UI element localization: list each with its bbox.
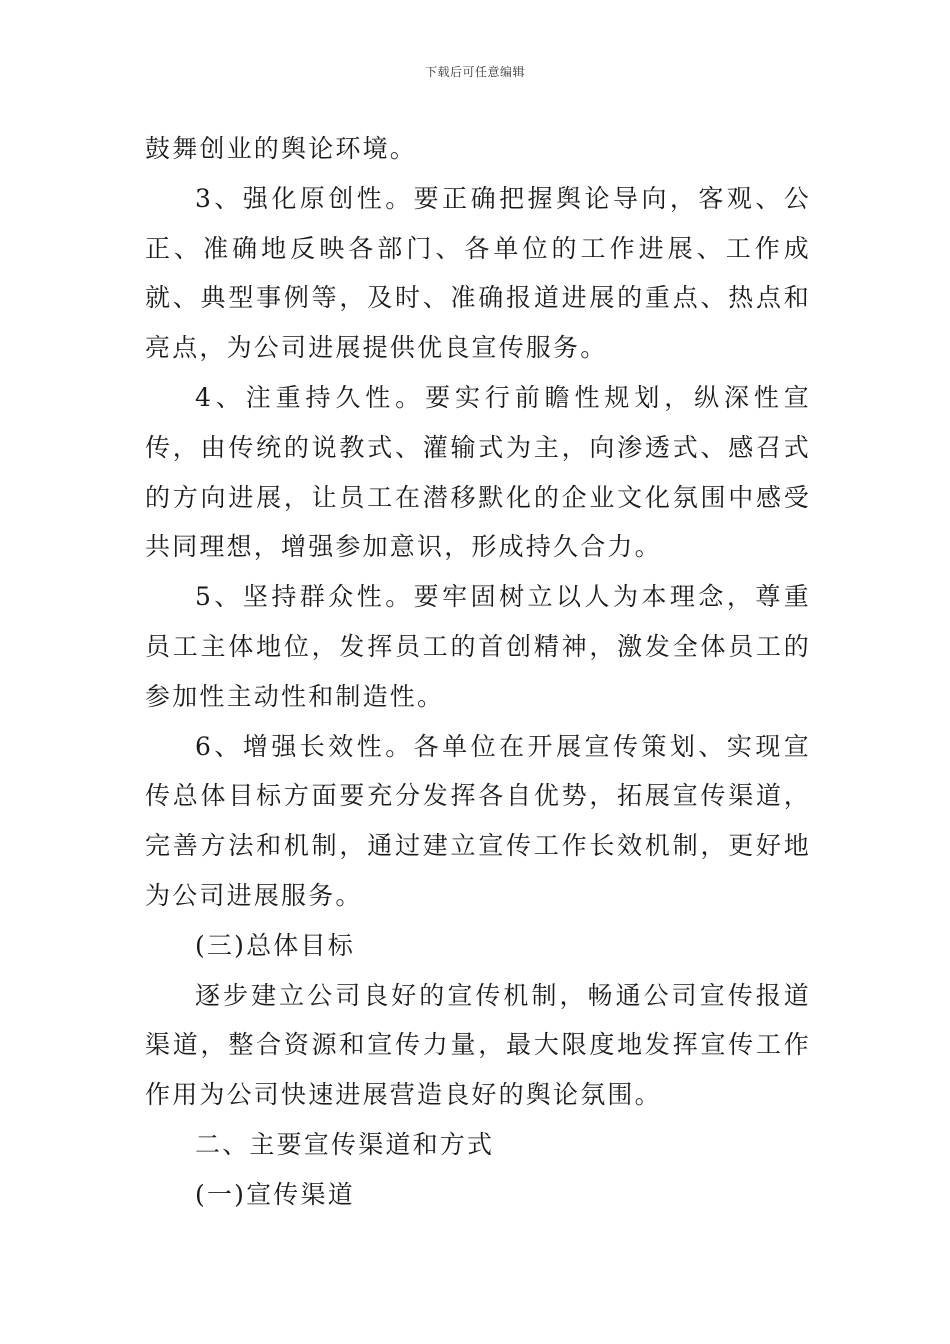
paragraph-4: 5、坚持群众性。要牢固树立以人为本理念，尊重员工主体地位，发挥员工的首创精神，激发全体员工的参加性主动性和制造性。 — [145, 582, 811, 711]
paragraph-2: 3、强化原创性。要正确把握舆论导向，客观、公正、准确地反映各部门、各单位的工作进展、工作成就、典型事例等，及时、准确报道进展的重点、热点和亮点，为公司进展提供优良宣传服务。 — [145, 183, 811, 363]
paragraph-6: 逐步建立公司良好的宣传机制，畅通公司宣传报道渠道，整合资源和宣传力量，最大限度地发挥宣传工作作用为公司快速进展营造良好的舆论氛围。 — [145, 980, 811, 1110]
paragraph-5: 6、增强长效性。各单位在开展宣传策划、实现宣传总体目标方面要充分发挥各自优势，拓展宣传渠道，完善方法和机制，通过建立宣传工作长效机制，更好地为公司进展服务。 — [145, 731, 811, 910]
section-heading-channels-methods: 二、主要宣传渠道和方式 — [195, 1129, 495, 1159]
document-body — [145, 124, 811, 1220]
paragraph-3: 4、注重持久性。要实行前瞻性规划，纵深性宣传，由传统的说教式、灌输式为主，向渗透式、感召式的方向进展，让员工在潜移默化的企业文化氛围中感受共同理想，增强参加意识，形成持久合力。 — [145, 382, 811, 562]
page-header-note: 下载后可任意编辑 — [424, 65, 525, 79]
paragraph-1: 鼓舞创业的舆论环境。 — [145, 134, 418, 163]
section-heading-channels: (一)宣传渠道 — [195, 1179, 355, 1209]
section-heading-overall-goal: (三)总体目标 — [195, 930, 355, 960]
